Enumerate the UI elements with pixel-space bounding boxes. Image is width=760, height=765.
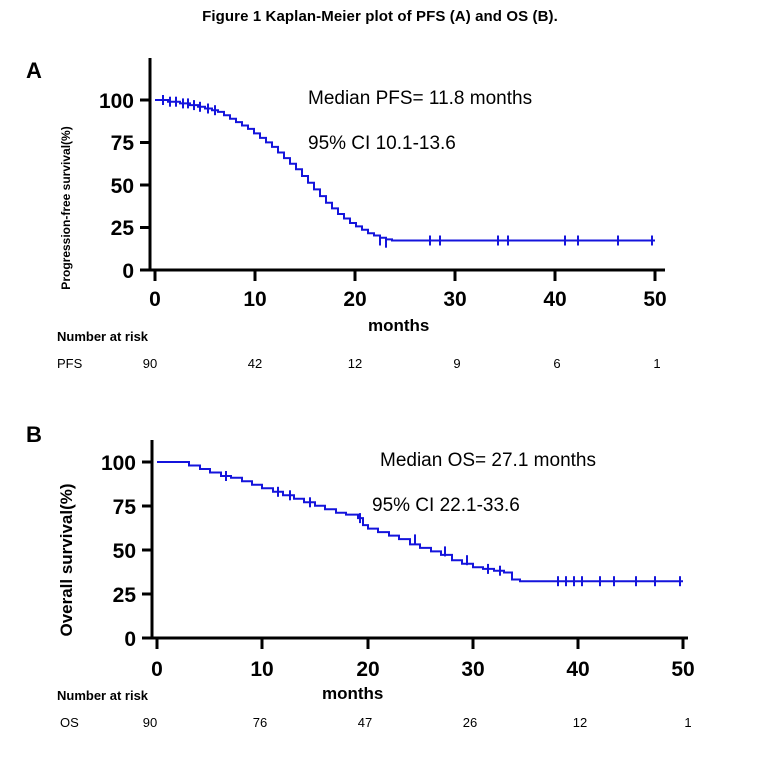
svg-text:75: 75: [112, 496, 136, 519]
svg-text:10: 10: [250, 658, 274, 681]
panel-a-risk-value: 42: [247, 356, 263, 371]
panel-b-risk-title: Number at risk: [57, 688, 149, 703]
panel-a-xlabel: months: [368, 316, 430, 335]
svg-text:40: 40: [543, 288, 567, 311]
svg-text:75: 75: [110, 132, 134, 155]
panel-a-risk-title: Number at risk: [57, 329, 149, 344]
panel-b-risk-label: OS: [60, 715, 79, 730]
panel-a-risk-value: 1: [653, 356, 661, 371]
panel-b: [0, 400, 760, 760]
svg-text:Progression-free survival(%): Progression-free survival(%): [59, 126, 73, 290]
panel-a-risk-value: 9: [453, 356, 461, 371]
panel-b-risk-value: 47: [357, 715, 373, 730]
panel-b-xlabel: months: [322, 684, 384, 703]
svg-text:30: 30: [461, 658, 485, 681]
svg-text:50: 50: [112, 540, 136, 563]
panel-b-risk-value: 1: [684, 715, 692, 730]
svg-text:20: 20: [343, 288, 367, 311]
svg-text:100: 100: [98, 90, 134, 113]
svg-text:100: 100: [100, 452, 136, 475]
svg-text:50: 50: [671, 658, 695, 681]
panel-b-risk-value: 26: [462, 715, 478, 730]
panel-b-risk-value: 76: [252, 715, 268, 730]
svg-text:40: 40: [566, 658, 590, 681]
panel-b-annotation-median: Median OS= 27.1 months: [380, 450, 596, 471]
svg-text:20: 20: [356, 658, 380, 681]
svg-text:0: 0: [149, 288, 161, 311]
svg-text:Overall survival(%): Overall survival(%): [57, 483, 76, 637]
svg-text:0: 0: [151, 658, 163, 681]
panel-a-risk-label: PFS: [57, 356, 83, 371]
svg-text:50: 50: [110, 175, 134, 198]
panel-b-annotation-ci: 95% CI 22.1-33.6: [372, 495, 520, 516]
panel-a-risk-value: 6: [553, 356, 561, 371]
svg-text:25: 25: [110, 217, 134, 240]
panel-b-plot: [0, 400, 760, 690]
panel-a: [0, 48, 760, 388]
panel-a-annotation-median: Median PFS= 11.8 months: [308, 88, 533, 109]
svg-text:0: 0: [124, 628, 136, 651]
panel-a-letter: A: [26, 58, 42, 83]
panel-b-risk-value: 90: [142, 715, 158, 730]
panel-a-annotation-ci: 95% CI 10.1-13.6: [308, 133, 456, 154]
panel-a-risk-value: 12: [347, 356, 363, 371]
svg-text:10: 10: [243, 288, 267, 311]
svg-text:50: 50: [643, 288, 667, 311]
svg-text:0: 0: [122, 260, 134, 283]
svg-text:30: 30: [443, 288, 467, 311]
figure-title: Figure 1 Kaplan-Meier plot of PFS (A) and OS (B).: [202, 8, 558, 25]
svg-text:25: 25: [112, 584, 136, 607]
panel-b-risk-value: 12: [572, 715, 588, 730]
panel-b-letter: B: [26, 422, 42, 447]
panel-a-risk-value: 90: [142, 356, 158, 371]
